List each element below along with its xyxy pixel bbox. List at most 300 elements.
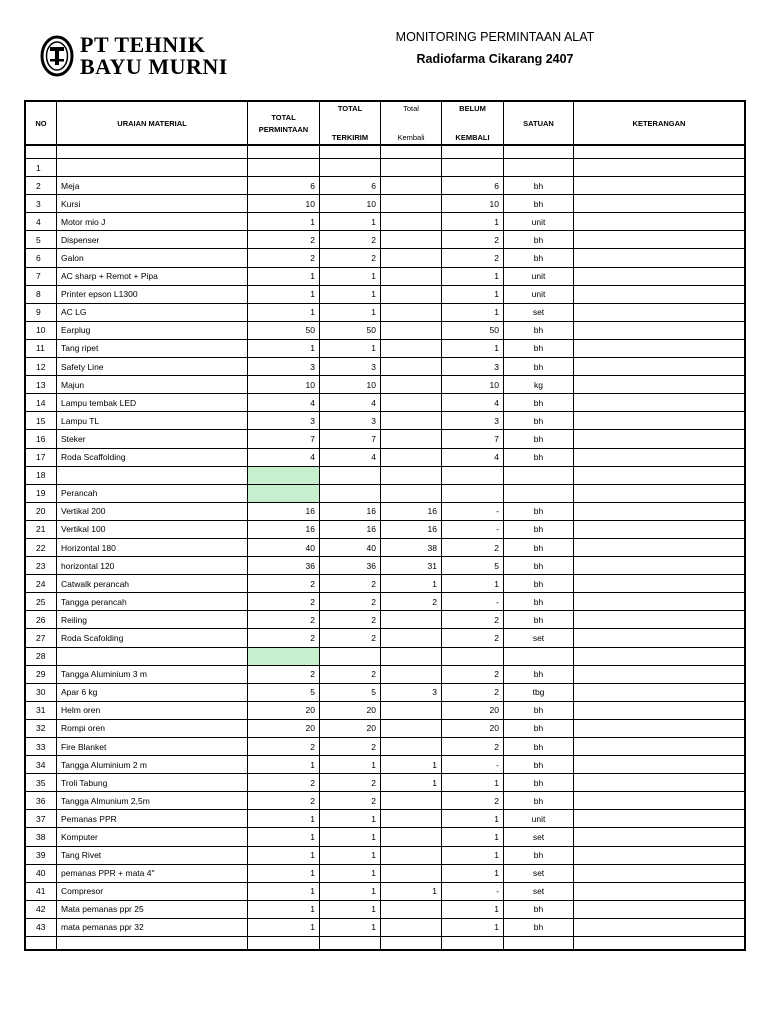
row-total-permintaan: 1 — [248, 756, 320, 774]
row-belum-kembali: 7 — [442, 430, 504, 448]
table-row — [26, 611, 744, 629]
table-row — [26, 720, 744, 738]
row-belum-kembali: 10 — [442, 376, 504, 394]
row-satuan: bh — [504, 195, 574, 213]
row-item: Earplug — [57, 322, 248, 340]
row-item: Compresor — [57, 883, 248, 901]
row-total-terkirim: 4 — [320, 449, 381, 467]
row-no: 36 — [26, 792, 57, 810]
row-item: Helm oren — [57, 702, 248, 720]
row-item: AC sharp + Remot + Pipa — [57, 268, 248, 286]
row-total-kembali — [381, 195, 442, 213]
row-total-permintaan: 1 — [248, 268, 320, 286]
row-total-terkirim: 1 — [320, 847, 381, 865]
row-item — [57, 467, 248, 485]
row-belum-kembali: 1 — [442, 213, 504, 231]
col-header-total-terkirim-line2: TERKIRIM — [331, 133, 369, 142]
row-satuan — [504, 159, 574, 177]
row-keterangan — [574, 593, 744, 611]
row-total-terkirim: 1 — [320, 304, 381, 322]
row-total-kembali — [381, 720, 442, 738]
row-total-kembali: 38 — [381, 539, 442, 557]
row-item — [57, 648, 248, 666]
row-keterangan — [574, 883, 744, 901]
row-total-kembali — [381, 286, 442, 304]
row-total-terkirim: 7 — [320, 430, 381, 448]
row-total-permintaan: 1 — [248, 919, 320, 937]
row-item: Roda Scaffolding — [57, 449, 248, 467]
row-total-permintaan: 2 — [248, 666, 320, 684]
row-belum-kembali: 50 — [442, 322, 504, 340]
row-satuan: bh — [504, 539, 574, 557]
row-satuan — [504, 648, 574, 666]
table-row — [26, 430, 744, 448]
row-total-permintaan: 2 — [248, 792, 320, 810]
col-header-uraian: URAIAN MATERIAL — [57, 102, 248, 146]
col-header-keterangan: KETERANGAN — [574, 102, 744, 146]
col-header-belum-kembali-line2: KEMBALI — [455, 133, 490, 142]
row-satuan: bh — [504, 503, 574, 521]
row-belum-kembali: 1 — [442, 828, 504, 846]
row-belum-kembali: 2 — [442, 231, 504, 249]
row-total-permintaan: 2 — [248, 249, 320, 267]
row-total-permintaan: 1 — [248, 901, 320, 919]
row-keterangan — [574, 159, 744, 177]
row-no: 16 — [26, 430, 57, 448]
table-row — [26, 919, 744, 937]
row-item: Tangga Aluminium 3 m — [57, 666, 248, 684]
document-subtitle: Radiofarma Cikarang 2407 — [416, 52, 574, 66]
row-belum-kembali: - — [442, 883, 504, 901]
row-item: Meja — [57, 177, 248, 195]
table-row — [26, 756, 744, 774]
row-keterangan — [574, 195, 744, 213]
row-satuan: bh — [504, 702, 574, 720]
row-total-permintaan: 1 — [248, 828, 320, 846]
row-belum-kembali — [442, 648, 504, 666]
row-total-kembali — [381, 177, 442, 195]
col-header-total-kembali-line1: Total — [403, 104, 419, 113]
row-belum-kembali: 3 — [442, 412, 504, 430]
row-keterangan — [574, 756, 744, 774]
row-satuan: tbg — [504, 684, 574, 702]
row-total-terkirim: 1 — [320, 865, 381, 883]
row-total-terkirim: 6 — [320, 177, 381, 195]
row-total-terkirim: 2 — [320, 792, 381, 810]
row-belum-kembali: 1 — [442, 286, 504, 304]
row-satuan: bh — [504, 430, 574, 448]
row-total-kembali: 16 — [381, 521, 442, 539]
row-total-permintaan: 40 — [248, 539, 320, 557]
row-keterangan — [574, 557, 744, 575]
row-total-permintaan: 2 — [248, 575, 320, 593]
row-total-terkirim: 4 — [320, 394, 381, 412]
row-item: Kursi — [57, 195, 248, 213]
row-belum-kembali: - — [442, 593, 504, 611]
row-no: 2 — [26, 177, 57, 195]
table-row — [26, 684, 744, 702]
row-no: 42 — [26, 901, 57, 919]
row-satuan: bh — [504, 792, 574, 810]
row-no: 31 — [26, 702, 57, 720]
document-title: MONITORING PERMINTAAN ALAT — [395, 30, 595, 44]
row-no: 20 — [26, 503, 57, 521]
row-keterangan — [574, 865, 744, 883]
row-item: Perancah — [57, 485, 248, 503]
row-keterangan — [574, 792, 744, 810]
row-no: 1 — [26, 159, 57, 177]
row-satuan — [504, 467, 574, 485]
row-keterangan — [574, 575, 744, 593]
row-belum-kembali: 2 — [442, 738, 504, 756]
row-no: 33 — [26, 738, 57, 756]
row-item: Printer epson L1300 — [57, 286, 248, 304]
row-total-terkirim: 1 — [320, 828, 381, 846]
row-satuan: bh — [504, 557, 574, 575]
row-total-permintaan: 2 — [248, 593, 320, 611]
row-belum-kembali: - — [442, 521, 504, 539]
row-total-kembali — [381, 810, 442, 828]
row-total-permintaan: 1 — [248, 304, 320, 322]
material-table — [24, 100, 746, 951]
row-belum-kembali: 2 — [442, 611, 504, 629]
row-satuan: unit — [504, 213, 574, 231]
row-keterangan — [574, 666, 744, 684]
col-header-satuan: SATUAN — [504, 102, 574, 146]
row-total-kembali — [381, 865, 442, 883]
row-keterangan — [574, 358, 744, 376]
row-total-kembali — [381, 322, 442, 340]
row-item: Tang Rivet — [57, 847, 248, 865]
row-no: 26 — [26, 611, 57, 629]
row-keterangan — [574, 177, 744, 195]
row-keterangan — [574, 611, 744, 629]
row-no: 7 — [26, 268, 57, 286]
row-total-kembali — [381, 666, 442, 684]
row-belum-kembali — [442, 467, 504, 485]
row-total-terkirim — [320, 467, 381, 485]
row-keterangan — [574, 286, 744, 304]
row-total-terkirim: 2 — [320, 575, 381, 593]
row-no: 5 — [26, 231, 57, 249]
row-keterangan — [574, 720, 744, 738]
row-belum-kembali: 2 — [442, 666, 504, 684]
row-belum-kembali: 20 — [442, 720, 504, 738]
company-emblem-icon — [40, 35, 74, 77]
row-total-kembali — [381, 358, 442, 376]
row-item: Dispenser — [57, 231, 248, 249]
row-total-kembali — [381, 394, 442, 412]
row-total-permintaan: 1 — [248, 286, 320, 304]
row-total-permintaan: 36 — [248, 557, 320, 575]
row-item: Apar 6 kg — [57, 684, 248, 702]
row-item: Pemanas PPR — [57, 810, 248, 828]
row-keterangan — [574, 629, 744, 647]
row-total-kembali: 31 — [381, 557, 442, 575]
row-no: 19 — [26, 485, 57, 503]
row-belum-kembali — [442, 159, 504, 177]
row-item: Steker — [57, 430, 248, 448]
row-satuan: set — [504, 828, 574, 846]
row-total-terkirim: 16 — [320, 521, 381, 539]
row-total-kembali — [381, 485, 442, 503]
col-header-total-kembali-line2: Kembali — [397, 133, 425, 142]
table-row — [26, 376, 744, 394]
row-no: 43 — [26, 919, 57, 937]
row-total-kembali — [381, 449, 442, 467]
row-keterangan — [574, 322, 744, 340]
row-total-terkirim — [320, 159, 381, 177]
row-total-terkirim: 3 — [320, 412, 381, 430]
row-total-terkirim: 1 — [320, 901, 381, 919]
row-belum-kembali: 1 — [442, 304, 504, 322]
row-total-terkirim: 1 — [320, 883, 381, 901]
table-row — [26, 521, 744, 539]
row-keterangan — [574, 847, 744, 865]
row-item: horizontal 120 — [57, 557, 248, 575]
row-belum-kembali: 6 — [442, 177, 504, 195]
row-no: 24 — [26, 575, 57, 593]
col-header-no: NO — [26, 102, 57, 146]
table-row-spacer — [26, 937, 744, 949]
row-satuan: bh — [504, 756, 574, 774]
table-row — [26, 738, 744, 756]
row-satuan: bh — [504, 611, 574, 629]
row-belum-kembali: 1 — [442, 774, 504, 792]
table-row — [26, 485, 744, 503]
row-total-terkirim: 2 — [320, 249, 381, 267]
row-no: 8 — [26, 286, 57, 304]
row-belum-kembali: 10 — [442, 195, 504, 213]
row-item: Fire Blanket — [57, 738, 248, 756]
row-satuan: bh — [504, 774, 574, 792]
row-item: Reiling — [57, 611, 248, 629]
row-satuan: bh — [504, 412, 574, 430]
row-item: Galon — [57, 249, 248, 267]
row-no: 21 — [26, 521, 57, 539]
table-row — [26, 575, 744, 593]
row-total-permintaan: 1 — [248, 847, 320, 865]
table-row — [26, 648, 744, 666]
table-row — [26, 195, 744, 213]
row-satuan: bh — [504, 231, 574, 249]
row-total-kembali — [381, 249, 442, 267]
row-keterangan — [574, 521, 744, 539]
row-total-kembali — [381, 159, 442, 177]
row-total-permintaan: 2 — [248, 629, 320, 647]
row-belum-kembali: - — [442, 756, 504, 774]
row-satuan: unit — [504, 286, 574, 304]
row-no: 14 — [26, 394, 57, 412]
row-total-kembali — [381, 629, 442, 647]
row-no: 18 — [26, 467, 57, 485]
row-total-terkirim: 1 — [320, 756, 381, 774]
row-satuan — [504, 485, 574, 503]
row-keterangan — [574, 539, 744, 557]
row-satuan: bh — [504, 720, 574, 738]
table-row — [26, 593, 744, 611]
row-satuan: bh — [504, 249, 574, 267]
row-belum-kembali: 2 — [442, 249, 504, 267]
row-item: Tangga perancah — [57, 593, 248, 611]
row-total-permintaan: 20 — [248, 702, 320, 720]
row-no: 35 — [26, 774, 57, 792]
row-keterangan — [574, 340, 744, 358]
row-satuan: bh — [504, 593, 574, 611]
table-row — [26, 177, 744, 195]
row-total-permintaan: 2 — [248, 774, 320, 792]
row-belum-kembali: 2 — [442, 684, 504, 702]
row-no: 38 — [26, 828, 57, 846]
row-belum-kembali: 1 — [442, 901, 504, 919]
row-keterangan — [574, 774, 744, 792]
row-total-terkirim: 1 — [320, 919, 381, 937]
row-keterangan — [574, 430, 744, 448]
row-total-kembali — [381, 702, 442, 720]
row-no: 6 — [26, 249, 57, 267]
row-total-terkirim: 2 — [320, 629, 381, 647]
row-item: mata pemanas ppr 32 — [57, 919, 248, 937]
row-satuan: set — [504, 629, 574, 647]
col-header-total-kembali — [381, 102, 442, 146]
row-satuan: set — [504, 304, 574, 322]
row-total-terkirim: 36 — [320, 557, 381, 575]
table-row — [26, 792, 744, 810]
row-total-terkirim: 10 — [320, 376, 381, 394]
row-satuan: set — [504, 865, 574, 883]
row-total-kembali — [381, 648, 442, 666]
row-no: 9 — [26, 304, 57, 322]
row-item: Tangga Aluminium 2 m — [57, 756, 248, 774]
table-header-row — [26, 102, 744, 146]
row-keterangan — [574, 738, 744, 756]
table-row — [26, 828, 744, 846]
row-no: 11 — [26, 340, 57, 358]
row-keterangan — [574, 648, 744, 666]
table-row — [26, 449, 744, 467]
row-total-kembali — [381, 847, 442, 865]
table-row — [26, 503, 744, 521]
row-no: 27 — [26, 629, 57, 647]
row-no: 22 — [26, 539, 57, 557]
row-no: 30 — [26, 684, 57, 702]
table-row — [26, 666, 744, 684]
row-total-permintaan: 6 — [248, 177, 320, 195]
row-satuan: bh — [504, 322, 574, 340]
row-keterangan — [574, 702, 744, 720]
row-belum-kembali: 1 — [442, 847, 504, 865]
row-total-terkirim: 1 — [320, 268, 381, 286]
row-belum-kembali: 4 — [442, 449, 504, 467]
row-satuan: bh — [504, 340, 574, 358]
row-total-permintaan: 2 — [248, 231, 320, 249]
row-belum-kembali: 5 — [442, 557, 504, 575]
row-belum-kembali: 2 — [442, 792, 504, 810]
row-total-permintaan: 3 — [248, 358, 320, 376]
row-keterangan — [574, 485, 744, 503]
table-row-spacer — [26, 146, 744, 159]
row-keterangan — [574, 249, 744, 267]
row-total-terkirim: 40 — [320, 539, 381, 557]
row-total-permintaan: 1 — [248, 213, 320, 231]
table-body — [26, 146, 744, 949]
row-total-terkirim: 1 — [320, 340, 381, 358]
company-name — [80, 34, 228, 78]
row-total-kembali: 3 — [381, 684, 442, 702]
row-total-kembali: 16 — [381, 503, 442, 521]
row-item: AC LG — [57, 304, 248, 322]
row-total-kembali — [381, 430, 442, 448]
row-total-terkirim: 50 — [320, 322, 381, 340]
row-item: Tangga Almunium 2,5m — [57, 792, 248, 810]
row-total-terkirim: 2 — [320, 231, 381, 249]
row-item: Vertikal 100 — [57, 521, 248, 539]
row-item: Mata pemanas ppr 25 — [57, 901, 248, 919]
row-keterangan — [574, 231, 744, 249]
row-total-terkirim: 1 — [320, 286, 381, 304]
row-satuan: unit — [504, 810, 574, 828]
company-name-line1: PT TEHNIK — [80, 32, 206, 57]
row-total-terkirim: 20 — [320, 720, 381, 738]
row-total-terkirim: 3 — [320, 358, 381, 376]
row-total-kembali — [381, 901, 442, 919]
row-total-terkirim: 10 — [320, 195, 381, 213]
col-header-total-terkirim — [320, 102, 381, 146]
col-header-belum-kembali — [442, 102, 504, 146]
row-item: Lampu TL — [57, 412, 248, 430]
row-total-kembali — [381, 467, 442, 485]
row-total-permintaan: 1 — [248, 340, 320, 358]
table-row — [26, 467, 744, 485]
row-no: 17 — [26, 449, 57, 467]
row-no: 10 — [26, 322, 57, 340]
row-keterangan — [574, 394, 744, 412]
row-item: Troli Tabung — [57, 774, 248, 792]
row-total-terkirim — [320, 648, 381, 666]
row-satuan: bh — [504, 449, 574, 467]
row-total-terkirim: 2 — [320, 774, 381, 792]
row-total-permintaan — [248, 467, 320, 485]
col-header-total-terkirim-line1: TOTAL — [337, 104, 363, 113]
row-item: Vertikal 200 — [57, 503, 248, 521]
row-satuan: kg — [504, 376, 574, 394]
table-row — [26, 268, 744, 286]
table-row — [26, 629, 744, 647]
row-belum-kembali: 2 — [442, 539, 504, 557]
table-row — [26, 702, 744, 720]
table-row — [26, 557, 744, 575]
row-satuan: bh — [504, 847, 574, 865]
row-belum-kembali: 4 — [442, 394, 504, 412]
row-item: Horizontal 180 — [57, 539, 248, 557]
row-total-kembali — [381, 828, 442, 846]
row-item: Tang ripet — [57, 340, 248, 358]
row-total-kembali: 2 — [381, 593, 442, 611]
table-row — [26, 412, 744, 430]
table-row — [26, 901, 744, 919]
row-satuan: bh — [504, 177, 574, 195]
row-total-permintaan — [248, 485, 320, 503]
row-belum-kembali: 1 — [442, 865, 504, 883]
row-no: 29 — [26, 666, 57, 684]
row-total-kembali: 1 — [381, 774, 442, 792]
row-no: 40 — [26, 865, 57, 883]
table-row — [26, 322, 744, 340]
row-total-kembali — [381, 412, 442, 430]
row-keterangan — [574, 376, 744, 394]
col-header-total-permintaan-line2: PERMINTAAN — [258, 124, 309, 134]
table-row — [26, 249, 744, 267]
